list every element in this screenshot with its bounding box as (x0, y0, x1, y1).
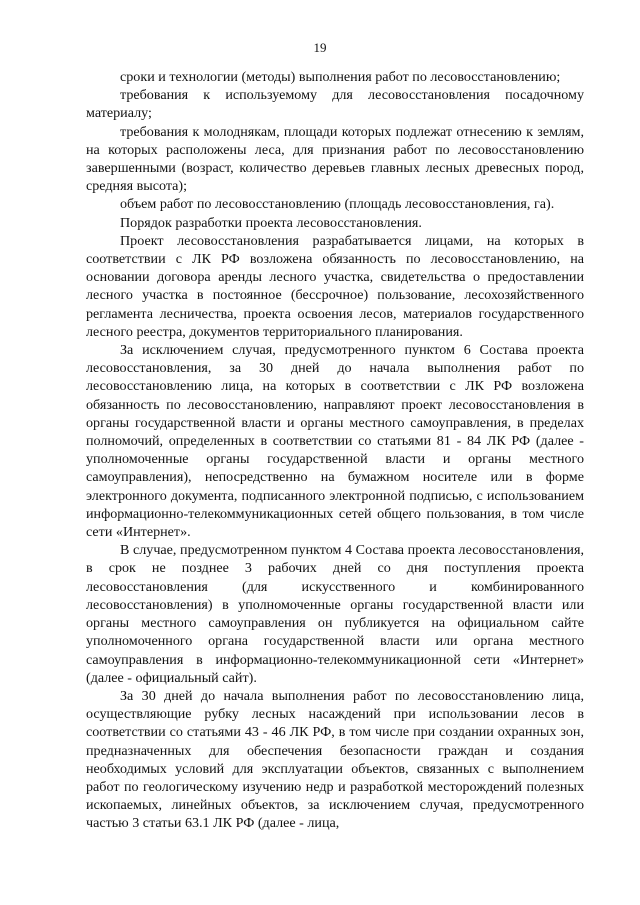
paragraph-8: В случае, предусмотренном пунктом 4 Состава проекта лесовосстановления, в срок не позднее 3 рабочих дней со дня поступления проекта лесовосстановления (для искусственного и комбинированного лесовосстановления) в уполномоченные органы государственной власти или органы местного самоуправления он публикуется на официальном сайте уполномоченного органа государственной власти или органа местного самоуправления в информационно-телекоммуникационной сети «Интернет» (далее - официальный сайт). (86, 542, 584, 686)
paragraph-4: объем работ по лесовосстановлению (площадь лесовосстановления, га). (120, 196, 555, 213)
paragraph-6: Проект лесовосстановления разрабатывается лицами, на которых в соответствии с ЛК РФ возложена обязанность по лесовосстановлению, на основании договора аренды лесного участка, свидетельства о предоставлении лесного участка в постоянное (бессрочное) пользование, лесохозяйственного регламента лесничества, проекта освоения лесов, материалов государственного лесного реестра, документов территориального планирования. (86, 232, 584, 340)
page-number: 19 (313, 40, 327, 55)
paragraph-7: За исключением случая, предусмотренного пунктом 6 Состава проекта лесовосстановления, за 30 дней до начала выполнения работ по лесовосстановлению лица, на которых в соответствии с ЛК РФ возложена обязанность по лесовосстановлению, направляют проект лесовосстановления в органы государственной власти и органы местного самоуправления, в пределах полномочий, определенных в соответствии со статьями 81 - 84 ЛК РФ (далее - уполномоченные органы государственной власти и органы местного самоуправления), непосредственно на бумажном носителе или в форме электронного документа, подписанного электронной подписью, с использованием информационно-телекоммуникационных сетей общего пользования, в том числе сети «Интернет». (86, 342, 584, 541)
paragraph-9: За 30 дней до начала выполнения работ по лесовосстановлению лица, осуществляющие рубку лесных насаждений при использовании лесов в соответствии со статьями 43 - 46 ЛК РФ, в том числе при создании охранных зон, предназначенных для обеспечения безопасности граждан и создания необходимых условий для эксплуатации объектов, связанных с выполнением работ по геологическому изучению недр и разработкой месторождений полезных ископаемых, линейных объектов, за исключением случая, предусмотренного частью 3 статьи 63.1 ЛК РФ (далее - лица, (86, 687, 584, 832)
paragraph-1: сроки и технологии (методы) выполнения работ по лесовосстановлению; (120, 69, 561, 85)
document-body (86, 68, 584, 833)
paragraph-5: Порядок разработки проекта лесовосстановления. (120, 214, 422, 231)
paragraph-3: требования к молоднякам, площади которых подлежат отнесению к землям, на которых расположены леса, для признания работ по лесовосстановлению завершенными (возраст, количество деревьев главных лесных древесных пород, средняя высота); (86, 123, 584, 195)
paragraph-2: требования к используемому для лесовосстановления посадочному материалу; (86, 87, 584, 122)
